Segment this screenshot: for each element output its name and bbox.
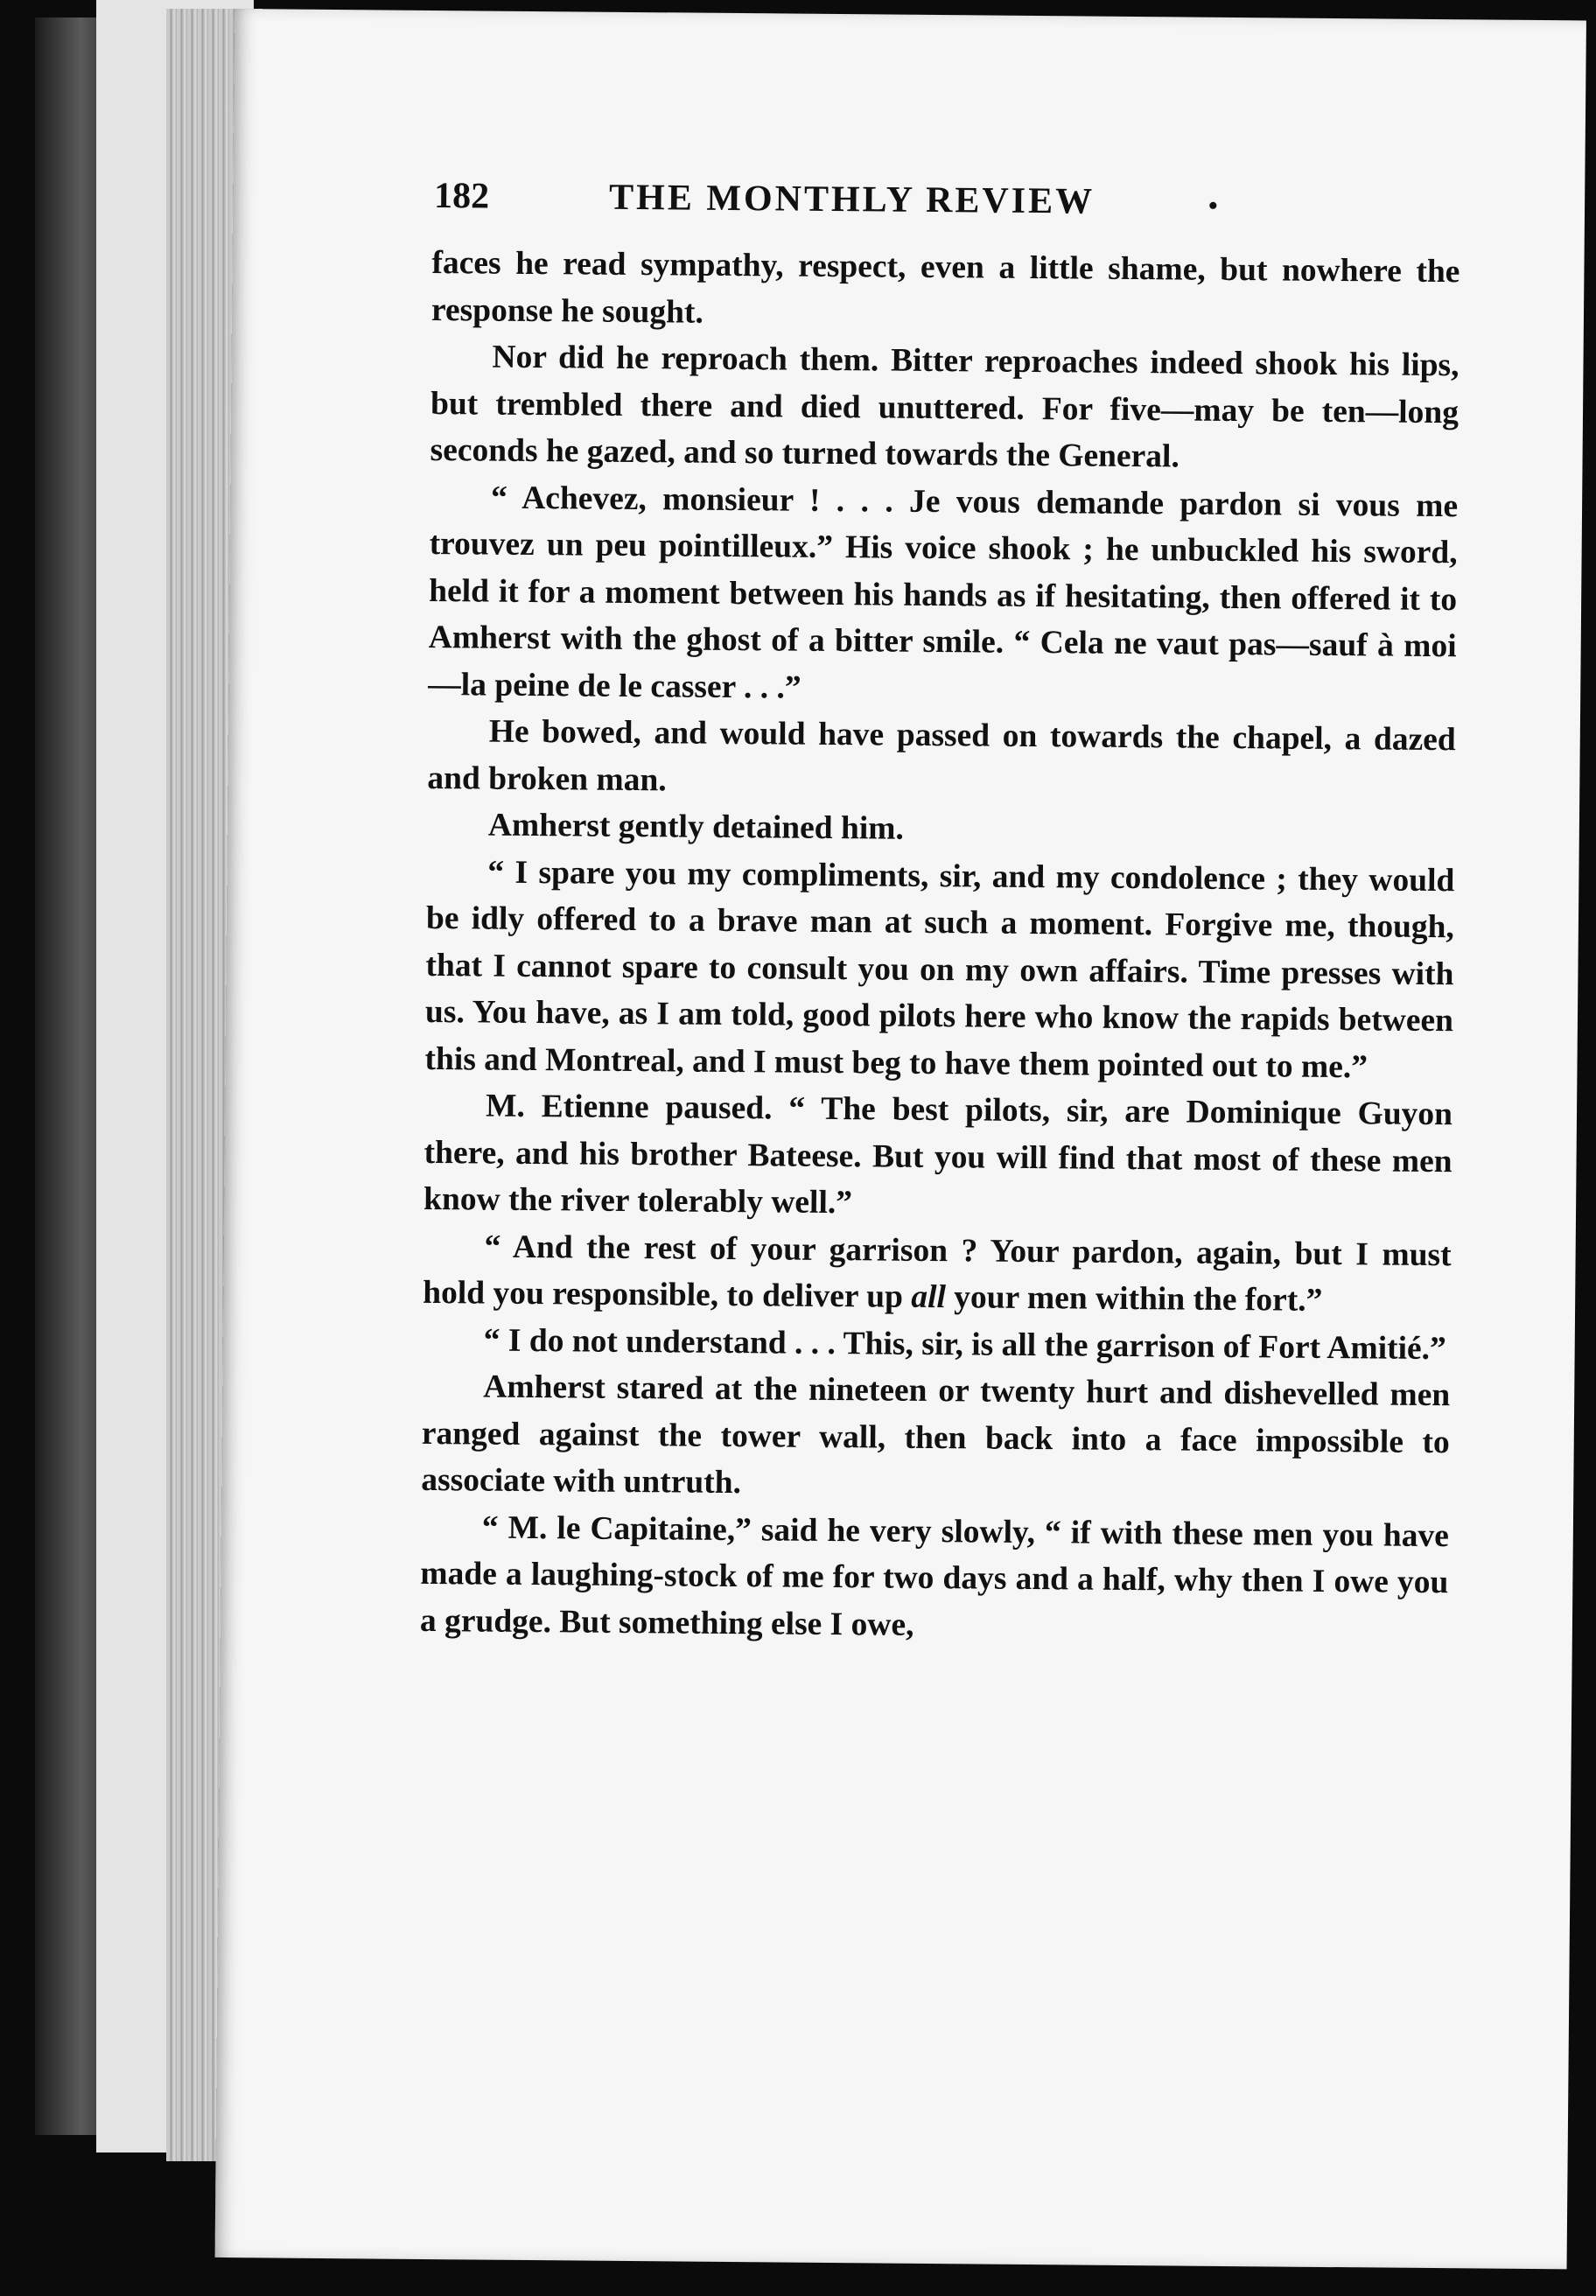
paragraph-continued: faces he read sympathy, respect, even a little shame, but nowhere the response he sought. xyxy=(430,244,1460,331)
paragraph-text: your men within the fort.” xyxy=(945,1279,1323,1319)
running-head xyxy=(434,175,1502,246)
italic-emphasis: all xyxy=(911,1278,947,1316)
body-text xyxy=(420,240,1460,1653)
paragraph: M. Etienne paused. “ The best pilots, sir, are Dominique Guyon there, and his brother Bateese. But you will find that most of these men know the river tolerably well.” xyxy=(423,1088,1453,1222)
paragraph: Nor did he reproach them. Bitter reproaches indeed shook his lips, but trembled there and died unuttered. For five—may be ten—long seconds he gazed, and so turned towards the General. xyxy=(430,339,1460,475)
paragraph xyxy=(423,1222,1452,1325)
paragraph: Amherst gently detained him. xyxy=(487,807,905,847)
paragraph: “ I spare you my compliments, sir, and my condolence ; they would be idly offered to a brave man at such a moment. Forgive me, though, that I cannot spare to consult you on my own affairs. Time presses with us. You have, as I am told, good pilots here who know the rapids between this and Montreal, and I must beg to have them pointed out to me.” xyxy=(424,854,1455,1085)
book-page xyxy=(215,9,1586,2269)
paragraph: “ Achevez, monsieur ! . . . Je vous demande pardon si vous me trouvez un peu pointilleux.” His voice shook ; he unbuckled his sword, held it for a moment between his hands as if hesitating, then offered it to Amherst with the ghost of a bitter smile. “ Cela ne vaut pas—sauf à moi—la peine de le casser . . .” xyxy=(428,480,1459,706)
paragraph: He bowed, and would have passed on towards the chapel, a dazed and broken man. xyxy=(427,713,1456,798)
paragraph-text: “ And the rest of your garrison ? Your pardon, again, but I must hold you responsible, to deliver up xyxy=(423,1228,1452,1315)
page-number: 182 xyxy=(433,175,490,217)
paragraph: “ I do not understand . . . This, sir, is all the garrison of Fort Amitié.” xyxy=(483,1322,1446,1367)
journal-title: THE MONTHLY REVIEW xyxy=(608,177,1096,222)
paragraph: “ M. le Capitaine,” said he very slowly, “ if with these men you have made a laughing-stock of me for two days and a half, why then I owe you a grudge. But something else I owe, xyxy=(419,1509,1450,1643)
ornament-dot: • xyxy=(1208,191,1218,220)
paragraph: Amherst stared at the nineteen or twenty hurt and dishevelled men ranged against the tower wall, then back into a face impossible to associate with untruth. xyxy=(421,1368,1451,1502)
